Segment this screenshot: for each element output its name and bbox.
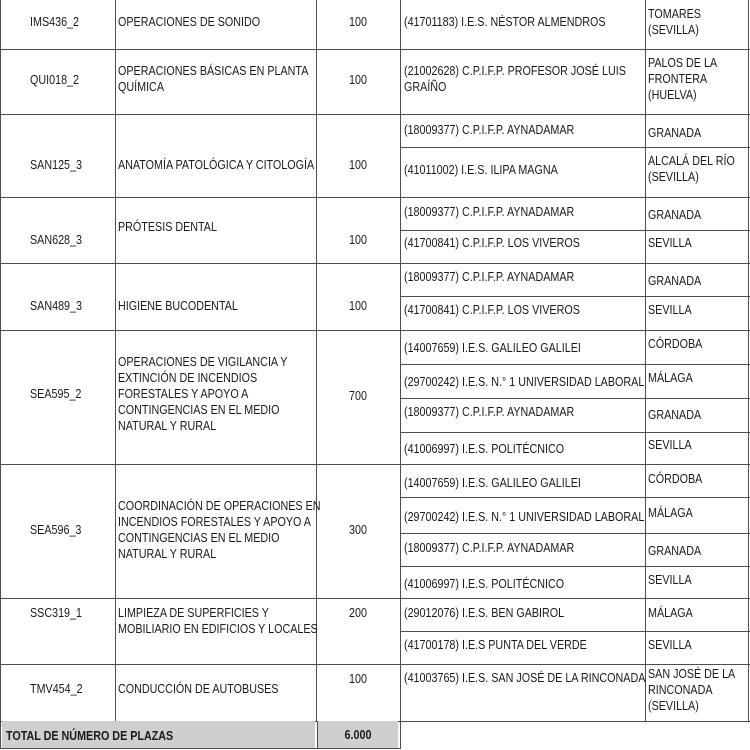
- center-location: MÁLAGA: [648, 606, 693, 620]
- subrow-divider: [400, 533, 750, 534]
- subrow-divider: [400, 497, 750, 498]
- subrow-divider: [400, 296, 750, 297]
- column-divider: [645, 0, 646, 721]
- center-name: (41006997) I.E.S. POLITÉCNICO: [404, 577, 565, 591]
- center-name: (29700242) I.E.S. N.° 1 UNIVERSIDAD LABORAL: [404, 510, 645, 524]
- center-name: (41701183) I.E.S. NÉSTOR ALMENDROS: [404, 15, 606, 29]
- plazas-value: 300: [349, 523, 367, 537]
- center-location: SEVILLA: [648, 236, 692, 250]
- table-right-border: [748, 0, 749, 721]
- subrow-divider: [400, 598, 750, 599]
- qualification-name: OPERACIONES DE VIGILANCIA Y EXTINCIÓN DE INCENDIOS FORESTALES Y APOYO A CONTINGENCIAS EN EL MEDIO NATURAL Y RURAL: [118, 355, 288, 433]
- column-divider: [115, 0, 116, 721]
- center-location: SEVILLA: [648, 638, 692, 652]
- center-name: (41700841) C.P.I.F.P. LOS VIVEROS: [404, 236, 580, 250]
- plazas-value: 200: [349, 606, 367, 620]
- qualification-code: QUI018_2: [30, 73, 80, 87]
- center-name: (18009377) C.P.I.F.P. AYNADAMAR: [404, 123, 575, 137]
- qualification-name: CONDUCCIÓN DE AUTOBUSES: [118, 682, 279, 696]
- center-location: MÁLAGA: [648, 371, 693, 385]
- center-name: (21002628) C.P.I.F.P. PROFESOR JOSÉ LUIS GRAÍÑO: [404, 64, 626, 94]
- qualification-name: OPERACIONES DE SONIDO: [118, 15, 261, 29]
- qualification-code: SAN125_3: [30, 158, 83, 172]
- subrow-divider: [400, 721, 750, 722]
- center-name: (18009377) C.P.I.F.P. AYNADAMAR: [404, 270, 575, 284]
- plazas-value: 700: [349, 389, 367, 403]
- subrow-divider: [400, 398, 750, 399]
- subrow-divider: [400, 197, 750, 198]
- plazas-value: 100: [349, 233, 367, 247]
- subrow-divider: [400, 230, 750, 231]
- plazas-value: 100: [349, 73, 367, 87]
- row-divider: [0, 464, 400, 465]
- subrow-divider: [400, 631, 750, 632]
- total-value: 6.000: [344, 728, 372, 742]
- qualification-code: SEA595_2: [30, 387, 82, 401]
- subrow-divider: [400, 566, 750, 567]
- center-location: GRANADA: [648, 408, 702, 422]
- row-divider: [0, 598, 400, 599]
- plazas-value: 100: [349, 158, 367, 172]
- subrow-divider: [400, 664, 750, 665]
- center-name: (41700178) I.E.S PUNTA DEL VERDE: [404, 638, 587, 652]
- qualification-name: ANATOMÍA PATOLÓGICA Y CITOLOGÍA: [118, 158, 315, 172]
- subrow-divider: [400, 364, 750, 365]
- subrow-divider: [400, 330, 750, 331]
- row-divider: [0, 114, 400, 115]
- center-name: (18009377) C.P.I.F.P. AYNADAMAR: [404, 541, 575, 555]
- row-divider: [0, 197, 400, 198]
- center-location: CÓRDOBA: [648, 472, 703, 486]
- center-location: ALCALÁ DEL RÍO (SEVILLA): [648, 154, 735, 184]
- center-name: (41003765) I.E.S. SAN JOSÉ DE LA RINCONADA: [404, 671, 646, 685]
- center-name: (29012076) I.E.S. BEN GABIROL: [404, 606, 565, 620]
- center-name: (29700242) I.E.S. N.° 1 UNIVERSIDAD LABORAL: [404, 375, 645, 389]
- row-divider: [0, 263, 400, 264]
- center-name: (14007659) I.E.S. GALILEO GALILEI: [404, 476, 581, 490]
- qualification-code: TMV454_2: [30, 682, 83, 696]
- qualification-code: SEA596_3: [30, 523, 82, 537]
- qualification-name: HIGIENE BUCODENTAL: [118, 299, 238, 313]
- qualification-name: OPERACIONES BÁSICAS EN PLANTA QUÍMICA: [118, 64, 309, 94]
- qualification-name: LIMPIEZA DE SUPERFICIES Y MOBILIARIO EN EDIFICIOS Y LOCALES: [118, 606, 318, 636]
- plazas-value: 100: [349, 299, 367, 313]
- subrow-divider: [400, 147, 750, 148]
- subrow-divider: [400, 432, 750, 433]
- center-location: GRANADA: [648, 544, 702, 558]
- plazas-value: 100: [349, 15, 367, 29]
- table-bottom-border: [0, 748, 400, 749]
- subrow-divider: [400, 49, 750, 50]
- center-location: CÓRDOBA: [648, 337, 703, 351]
- qualification-name: PRÓTESIS DENTAL: [118, 220, 217, 234]
- center-name: (41011002) I.E.S. ILIPA MAGNA: [404, 163, 558, 177]
- center-name: (41700841) C.P.I.F.P. LOS VIVEROS: [404, 303, 580, 317]
- qualification-code: SAN628_3: [30, 233, 83, 247]
- center-name: (18009377) C.P.I.F.P. AYNADAMAR: [404, 405, 575, 419]
- center-name: (14007659) I.E.S. GALILEO GALILEI: [404, 341, 581, 355]
- center-name: (41006997) I.E.S. POLITÉCNICO: [404, 442, 565, 456]
- plazas-value: 100: [349, 672, 367, 686]
- table-left-border: [0, 0, 1, 749]
- total-label: TOTAL DE NÚMERO DE PLAZAS: [6, 729, 174, 743]
- center-location: SAN JOSÉ DE LA RINCONADA (SEVILLA): [648, 667, 736, 713]
- center-location: PALOS DE LA FRONTERA (HUELVA): [648, 56, 718, 102]
- subrow-divider: [400, 114, 750, 115]
- qualification-code: SSC319_1: [30, 606, 83, 620]
- center-location: GRANADA: [648, 274, 702, 288]
- center-location: SEVILLA: [648, 438, 692, 452]
- center-location: MÁLAGA: [648, 506, 693, 520]
- qualification-name: COORDINACIÓN DE OPERACIONES EN INCENDIOS FORESTALES Y APOYO A CONTINGENCIAS EN EL MEDIO NATURAL Y RURAL: [118, 499, 321, 561]
- center-location: GRANADA: [648, 126, 702, 140]
- center-location: SEVILLA: [648, 303, 692, 317]
- column-divider: [400, 0, 401, 749]
- row-divider: [0, 49, 400, 50]
- subrow-divider: [400, 464, 750, 465]
- row-divider: [0, 664, 400, 665]
- qualification-code: SAN489_3: [30, 299, 83, 313]
- center-location: TOMARES (SEVILLA): [648, 7, 701, 37]
- center-name: (18009377) C.P.I.F.P. AYNADAMAR: [404, 205, 575, 219]
- qualification-code: IMS436_2: [30, 15, 80, 29]
- center-location: SEVILLA: [648, 573, 692, 587]
- row-divider: [0, 330, 400, 331]
- subrow-divider: [400, 263, 750, 264]
- center-location: GRANADA: [648, 208, 702, 222]
